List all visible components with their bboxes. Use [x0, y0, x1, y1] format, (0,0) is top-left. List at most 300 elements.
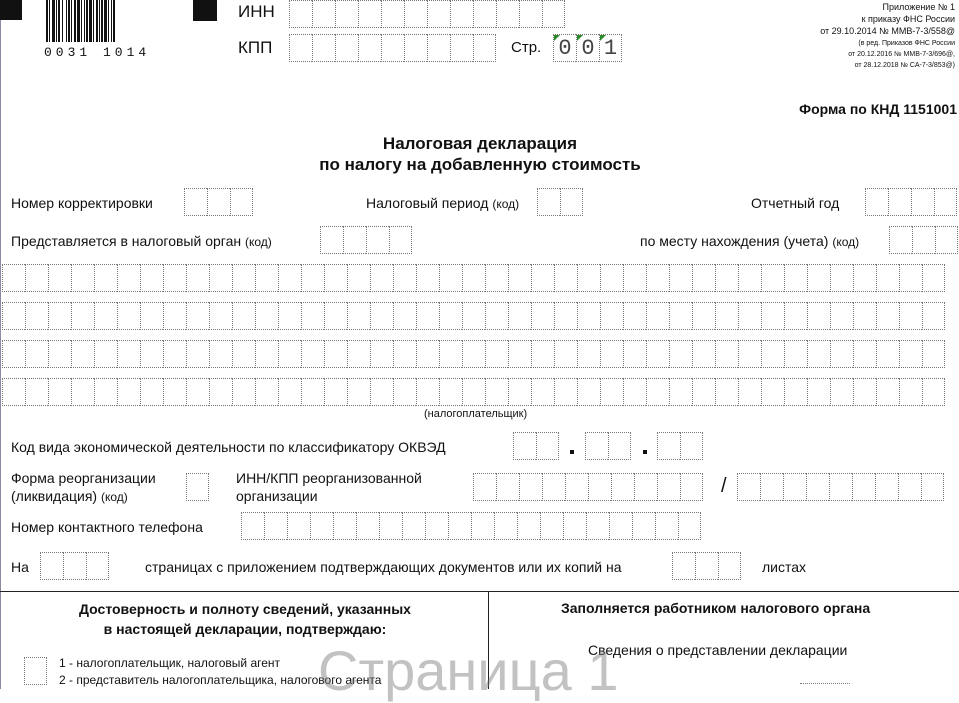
input-cell[interactable]: [600, 302, 623, 330]
input-cell[interactable]: [278, 378, 301, 406]
input-cell[interactable]: [531, 264, 554, 292]
input-cell[interactable]: [393, 302, 416, 330]
input-cell[interactable]: [393, 264, 416, 292]
input-cell[interactable]: [715, 340, 738, 368]
input-cell[interactable]: [934, 188, 957, 216]
input-cell[interactable]: [301, 340, 324, 368]
signer-type-cells[interactable]: [24, 657, 47, 685]
input-cell[interactable]: [542, 0, 565, 28]
reorg-inn-line2: организации: [236, 488, 318, 504]
barcode-bar: [96, 0, 98, 42]
input-cell[interactable]: [669, 340, 692, 368]
confirmation-title: Достоверность и полноту сведений, указанных в настоящей декларации, подтверждаю:: [79, 601, 411, 637]
input-cell[interactable]: [379, 512, 402, 540]
input-cell[interactable]: [333, 512, 356, 540]
input-cell[interactable]: [646, 264, 669, 292]
input-cell[interactable]: [830, 302, 853, 330]
input-cell[interactable]: [889, 226, 912, 254]
input-cell[interactable]: [48, 340, 71, 368]
title-line: Налоговая декларация: [382, 134, 578, 153]
input-cell[interactable]: [402, 512, 425, 540]
input-cell[interactable]: [738, 378, 761, 406]
input-cell[interactable]: [439, 264, 462, 292]
input-cell[interactable]: [761, 340, 784, 368]
input-cell[interactable]: [278, 340, 301, 368]
input-cell[interactable]: [623, 302, 646, 330]
kpp-cells[interactable]: [289, 34, 496, 62]
input-cell[interactable]: [784, 264, 807, 292]
input-cell[interactable]: [935, 226, 958, 254]
input-cell[interactable]: [462, 264, 485, 292]
input-cell[interactable]: [389, 226, 412, 254]
input-cell[interactable]: [784, 302, 807, 330]
phone-cells[interactable]: [241, 512, 701, 540]
tax-period-text: Налоговый период: [366, 195, 489, 211]
input-cell[interactable]: [71, 302, 94, 330]
input-cell[interactable]: [600, 378, 623, 406]
barcode-bar: [108, 0, 109, 42]
input-cell[interactable]: [163, 302, 186, 330]
input-cell[interactable]: [264, 512, 287, 540]
input-cell[interactable]: [450, 0, 473, 28]
input-cell[interactable]: [427, 0, 450, 28]
input-cell[interactable]: [366, 226, 389, 254]
input-cell[interactable]: [232, 264, 255, 292]
input-cell[interactable]: [608, 432, 631, 460]
input-cell[interactable]: [40, 552, 63, 580]
input-cell[interactable]: [542, 473, 565, 501]
input-cell[interactable]: [496, 0, 519, 28]
input-cell[interactable]: [922, 264, 945, 292]
input-cell[interactable]: [289, 0, 312, 28]
input-cell[interactable]: [830, 378, 853, 406]
input-cell[interactable]: [806, 473, 829, 501]
input-cell[interactable]: [117, 340, 140, 368]
input-cell[interactable]: [899, 302, 922, 330]
input-cell[interactable]: [485, 378, 508, 406]
input-cell[interactable]: [255, 264, 278, 292]
input-cell[interactable]: [356, 512, 379, 540]
input-cell[interactable]: [312, 34, 335, 62]
input-cell[interactable]: [462, 378, 485, 406]
input-cell[interactable]: [335, 0, 358, 28]
input-cell[interactable]: [163, 378, 186, 406]
input-cell[interactable]: [496, 473, 519, 501]
input-cell[interactable]: [287, 512, 310, 540]
page-digit: 1: [599, 34, 622, 62]
input-cell[interactable]: [24, 657, 47, 685]
barcode-bar: [84, 0, 85, 42]
input-cell[interactable]: [473, 0, 496, 28]
input-cell[interactable]: [186, 473, 209, 501]
input-cell[interactable]: [611, 473, 634, 501]
input-cell[interactable]: [738, 264, 761, 292]
input-cell[interactable]: [140, 264, 163, 292]
input-cell[interactable]: [485, 302, 508, 330]
tax-officer-title: Заполняется работником налогового органа: [561, 600, 871, 616]
input-cell[interactable]: [715, 302, 738, 330]
input-cell[interactable]: [830, 264, 853, 292]
input-cell[interactable]: [715, 264, 738, 292]
input-cell[interactable]: [563, 512, 586, 540]
input-cell[interactable]: [427, 34, 450, 62]
input-cell[interactable]: [163, 340, 186, 368]
input-cell[interactable]: [695, 552, 718, 580]
input-cell[interactable]: [448, 512, 471, 540]
input-cell[interactable]: [186, 340, 209, 368]
input-cell[interactable]: [738, 340, 761, 368]
input-cell[interactable]: [678, 512, 701, 540]
input-cell[interactable]: [899, 378, 922, 406]
input-cell[interactable]: [865, 188, 888, 216]
barcode-bar: [66, 0, 67, 42]
input-cell[interactable]: [310, 512, 333, 540]
input-cell[interactable]: [922, 340, 945, 368]
input-cell[interactable]: [462, 340, 485, 368]
input-cell[interactable]: [358, 0, 381, 28]
input-cell[interactable]: [485, 340, 508, 368]
okved-cells-1[interactable]: [513, 432, 559, 460]
input-cell[interactable]: [853, 340, 876, 368]
input-cell[interactable]: [255, 302, 278, 330]
input-cell[interactable]: [655, 512, 678, 540]
input-cell[interactable]: [71, 378, 94, 406]
barcode-bars: [44, 0, 170, 42]
input-cell[interactable]: [320, 226, 343, 254]
location-cells[interactable]: [889, 226, 958, 254]
input-cell[interactable]: [462, 302, 485, 330]
input-cell[interactable]: [807, 302, 830, 330]
input-cell[interactable]: [588, 473, 611, 501]
input-cell[interactable]: [2, 264, 25, 292]
input-cell[interactable]: [186, 378, 209, 406]
input-cell[interactable]: [657, 432, 680, 460]
input-cell[interactable]: [577, 302, 600, 330]
input-cell[interactable]: [531, 302, 554, 330]
input-cell[interactable]: [335, 34, 358, 62]
input-cell[interactable]: [404, 0, 427, 28]
input-cell[interactable]: [876, 264, 899, 292]
input-cell[interactable]: [48, 264, 71, 292]
input-cell[interactable]: [761, 264, 784, 292]
tax-period-label: [366, 195, 519, 211]
input-cell[interactable]: [554, 302, 577, 330]
input-cell[interactable]: [829, 473, 852, 501]
input-cell[interactable]: [623, 378, 646, 406]
input-cell[interactable]: [255, 340, 278, 368]
taxpayer-row[interactable]: [2, 302, 945, 330]
input-cell[interactable]: [876, 302, 899, 330]
input-cell[interactable]: [853, 264, 876, 292]
input-cell[interactable]: [680, 473, 703, 501]
input-cell[interactable]: [347, 302, 370, 330]
input-cell[interactable]: [324, 264, 347, 292]
input-cell[interactable]: [494, 512, 517, 540]
input-cell[interactable]: [184, 188, 207, 216]
signer-option-1: 1 - налогоплательщик, налоговый агент: [59, 656, 281, 670]
input-cell[interactable]: [577, 264, 600, 292]
input-cell[interactable]: [807, 264, 830, 292]
input-cell[interactable]: [508, 378, 531, 406]
input-cell[interactable]: [324, 302, 347, 330]
input-cell[interactable]: [324, 378, 347, 406]
inn-label: ИНН: [238, 2, 275, 21]
input-cell[interactable]: [94, 264, 117, 292]
input-cell[interactable]: [565, 473, 588, 501]
input-cell[interactable]: [761, 302, 784, 330]
input-cell[interactable]: [718, 552, 741, 580]
input-cell[interactable]: [715, 378, 738, 406]
input-cell[interactable]: [347, 340, 370, 368]
location-code: (код): [832, 235, 860, 249]
input-cell[interactable]: [669, 302, 692, 330]
input-cell[interactable]: [852, 473, 875, 501]
input-cell[interactable]: [117, 264, 140, 292]
input-cell[interactable]: [634, 473, 657, 501]
input-cell[interactable]: [63, 552, 86, 580]
input-cell[interactable]: [393, 378, 416, 406]
correction-number-cells[interactable]: [184, 188, 253, 216]
input-cell[interactable]: [760, 473, 783, 501]
input-cell[interactable]: [537, 188, 560, 216]
input-cell[interactable]: [586, 512, 609, 540]
input-cell[interactable]: [312, 0, 335, 28]
input-cell[interactable]: [324, 340, 347, 368]
input-cell[interactable]: [646, 378, 669, 406]
input-cell[interactable]: [2, 340, 25, 368]
input-cell[interactable]: [416, 340, 439, 368]
input-cell[interactable]: [692, 378, 715, 406]
okved-cells-2[interactable]: [585, 432, 631, 460]
input-cell[interactable]: [513, 432, 536, 460]
input-cell[interactable]: [853, 302, 876, 330]
input-cell[interactable]: [25, 378, 48, 406]
input-cell[interactable]: [807, 340, 830, 368]
input-cell[interactable]: [669, 264, 692, 292]
input-cell[interactable]: [540, 512, 563, 540]
input-cell[interactable]: [381, 34, 404, 62]
input-cell[interactable]: [301, 302, 324, 330]
input-cell[interactable]: [519, 0, 542, 28]
input-cell[interactable]: [301, 378, 324, 406]
input-cell[interactable]: [692, 264, 715, 292]
input-cell[interactable]: [71, 264, 94, 292]
input-cell[interactable]: [921, 473, 944, 501]
input-cell[interactable]: [343, 226, 366, 254]
input-cell[interactable]: [439, 302, 462, 330]
input-cell[interactable]: [86, 552, 109, 580]
taxpayer-row[interactable]: [2, 340, 945, 368]
input-cell[interactable]: [830, 340, 853, 368]
input-cell[interactable]: [207, 188, 230, 216]
okved-cells-3[interactable]: [657, 432, 703, 460]
input-cell[interactable]: [347, 264, 370, 292]
input-cell[interactable]: [692, 302, 715, 330]
input-cell[interactable]: [623, 340, 646, 368]
input-cell[interactable]: [393, 340, 416, 368]
appendix-line: Приложение № 1: [882, 2, 955, 12]
input-cell[interactable]: [209, 264, 232, 292]
input-cell[interactable]: [473, 34, 496, 62]
input-cell[interactable]: [301, 264, 324, 292]
input-cell[interactable]: [94, 340, 117, 368]
input-cell[interactable]: [554, 378, 577, 406]
input-cell[interactable]: [140, 302, 163, 330]
input-cell[interactable]: [232, 302, 255, 330]
input-cell[interactable]: [508, 302, 531, 330]
input-cell[interactable]: [358, 34, 381, 62]
input-cell[interactable]: [117, 302, 140, 330]
input-cell[interactable]: [632, 512, 655, 540]
input-cell[interactable]: [473, 473, 496, 501]
input-cell[interactable]: [508, 340, 531, 368]
input-cell[interactable]: [680, 432, 703, 460]
input-cell[interactable]: [370, 302, 393, 330]
input-cell[interactable]: [738, 302, 761, 330]
input-cell[interactable]: [370, 378, 393, 406]
input-cell[interactable]: [2, 378, 25, 406]
input-cell[interactable]: [554, 264, 577, 292]
input-cell[interactable]: [25, 264, 48, 292]
input-cell[interactable]: [899, 340, 922, 368]
input-cell[interactable]: [531, 378, 554, 406]
appendix-line: к приказу ФНС России: [861, 14, 955, 24]
input-cell[interactable]: [450, 34, 473, 62]
input-cell[interactable]: [600, 340, 623, 368]
reorg-form-label: [11, 469, 156, 506]
input-cell[interactable]: [25, 302, 48, 330]
input-cell[interactable]: [922, 378, 945, 406]
input-cell[interactable]: [898, 473, 921, 501]
input-cell[interactable]: [508, 264, 531, 292]
input-cell[interactable]: [922, 302, 945, 330]
input-cell[interactable]: [416, 264, 439, 292]
taxpayer-row[interactable]: [2, 378, 945, 406]
input-cell[interactable]: [876, 378, 899, 406]
pages-count-cells[interactable]: [40, 552, 109, 580]
barcode-bar: [86, 0, 88, 42]
input-cell[interactable]: [347, 378, 370, 406]
inn-cells[interactable]: [289, 0, 565, 25]
input-cell[interactable]: [186, 302, 209, 330]
input-cell[interactable]: [646, 340, 669, 368]
input-cell[interactable]: [163, 264, 186, 292]
input-cell[interactable]: [117, 378, 140, 406]
sheets-count-cells[interactable]: [672, 552, 741, 580]
input-cell[interactable]: [609, 512, 632, 540]
input-cell[interactable]: [577, 378, 600, 406]
input-cell[interactable]: [646, 302, 669, 330]
reorg-form-line2: (ликвидация) (код): [11, 488, 128, 504]
input-cell[interactable]: [209, 378, 232, 406]
input-cell[interactable]: [209, 302, 232, 330]
input-cell[interactable]: [600, 264, 623, 292]
input-cell[interactable]: [232, 378, 255, 406]
input-cell[interactable]: [888, 188, 911, 216]
barcode-bar: [62, 0, 63, 42]
input-cell[interactable]: [784, 378, 807, 406]
input-cell[interactable]: [94, 378, 117, 406]
pages-text: страницах с приложением подтверждающих документов или их копий на: [145, 559, 622, 575]
input-cell[interactable]: [2, 302, 25, 330]
input-cell[interactable]: [71, 340, 94, 368]
input-cell[interactable]: [94, 302, 117, 330]
input-cell[interactable]: [536, 432, 559, 460]
input-cell[interactable]: [140, 340, 163, 368]
input-cell[interactable]: [416, 302, 439, 330]
input-cell[interactable]: [807, 378, 830, 406]
input-cell[interactable]: [140, 378, 163, 406]
input-cell[interactable]: [439, 340, 462, 368]
input-cell[interactable]: [517, 512, 540, 540]
input-cell[interactable]: [669, 378, 692, 406]
reorg-inn-cells[interactable]: [473, 473, 703, 501]
input-cell[interactable]: [761, 378, 784, 406]
barcode-digits: 0031 1014: [44, 45, 151, 60]
input-cell[interactable]: [370, 264, 393, 292]
input-cell[interactable]: [899, 264, 922, 292]
report-year-label: Отчетный год: [751, 195, 840, 211]
input-cell[interactable]: [672, 552, 695, 580]
input-cell[interactable]: [241, 512, 264, 540]
input-cell[interactable]: [255, 378, 278, 406]
input-cell[interactable]: [519, 473, 542, 501]
input-cell[interactable]: [404, 34, 427, 62]
input-cell[interactable]: [853, 378, 876, 406]
input-cell[interactable]: [783, 473, 806, 501]
input-cell[interactable]: [692, 340, 715, 368]
input-cell[interactable]: [623, 264, 646, 292]
reorg-form-cells[interactable]: [186, 473, 209, 501]
input-cell[interactable]: [278, 302, 301, 330]
input-cell[interactable]: [911, 188, 934, 216]
input-cell[interactable]: [416, 378, 439, 406]
input-cell[interactable]: [657, 473, 680, 501]
input-cell[interactable]: [381, 0, 404, 28]
input-cell[interactable]: [289, 34, 312, 62]
input-cell[interactable]: [232, 340, 255, 368]
input-cell[interactable]: [209, 340, 232, 368]
input-cell[interactable]: [48, 302, 71, 330]
input-cell[interactable]: [531, 340, 554, 368]
input-cell[interactable]: [554, 340, 577, 368]
input-cell[interactable]: [230, 188, 253, 216]
input-cell[interactable]: [471, 512, 494, 540]
input-cell[interactable]: [186, 264, 209, 292]
input-cell[interactable]: [278, 264, 301, 292]
input-cell[interactable]: [585, 432, 608, 460]
taxpayer-row[interactable]: [2, 264, 945, 292]
input-cell[interactable]: [784, 340, 807, 368]
input-cell[interactable]: [912, 226, 935, 254]
input-cell[interactable]: [560, 188, 583, 216]
input-cell[interactable]: [48, 378, 71, 406]
input-cell[interactable]: [876, 340, 899, 368]
input-cell[interactable]: [485, 264, 508, 292]
input-cell[interactable]: [25, 340, 48, 368]
input-cell[interactable]: [737, 473, 760, 501]
input-cell[interactable]: [370, 340, 393, 368]
input-cell[interactable]: [425, 512, 448, 540]
reorg-kpp-cells[interactable]: [737, 473, 944, 501]
report-year-cells[interactable]: [865, 188, 957, 216]
tax-authority-cells[interactable]: [320, 226, 412, 254]
input-cell[interactable]: [577, 340, 600, 368]
barcode-bar: [77, 0, 80, 42]
tax-period-cells[interactable]: [537, 188, 583, 216]
input-cell[interactable]: [875, 473, 898, 501]
input-cell[interactable]: [439, 378, 462, 406]
